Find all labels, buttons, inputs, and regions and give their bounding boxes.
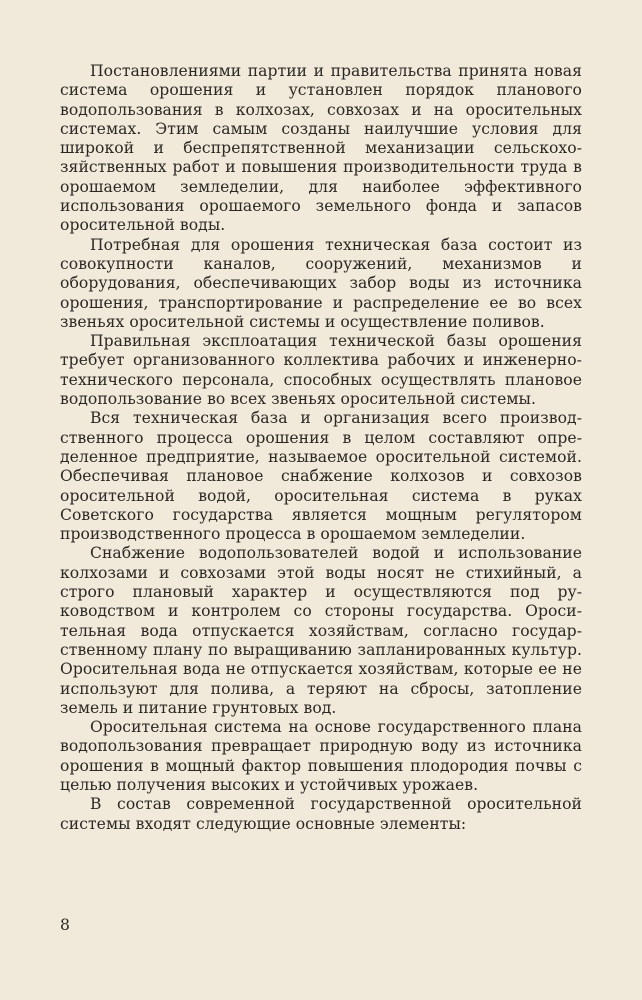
paragraph-5: Снабжение водопользователей водой и использование колхозами и совхозами этой воды носят не стихийный, а строго плановый характер и осуществляются под руководством и контролем со стороны государства. Оросительная вода отпускается хозяйствам, согласно государственному плану по выращиванию запланированных культур. Оросительная вода не отпускается хозяйствам, которые ее не используют для полива, а теряют на сбросы, затопление земель и питание грунтовых вод. [60,544,582,717]
paragraph-6: Оросительная система на основе государственного плана водопользования превращает природную воду из источника орошения в мощный фактор повышения плодородия почвы с целью получения высоких и устойчивых урожаев. [60,718,582,794]
paragraph-7: В состав современной государственной оросительной системы входят следующие основные элементы: [60,795,582,833]
paragraph-4: Вся техническая база и организация всего производственного процесса орошения в целом составляют определенное предприятие, называемое оросительной системой. Обеспечивая плановое снабжение колхозов и совхозов оросительной водой, оросительная система в руках Советского государства является мощным регулятором производственного процесса в орошаемом земледелии. [60,409,582,544]
page-number: 8 [60,916,70,934]
paragraph-2: Потребная для орошения техническая база состоит из совокупности каналов, сооружений, механизмов и оборудования, обеспечивающих забор воды из источника орошения, транспортирование и распределение ее во всех звеньях оросительной системы и осуществление поливов. [60,235,582,331]
paragraph-1: Постановлениями партии и правительства принята новая система орошения и установлен порядок планового водопользования в колхозах, совхозах и на оросительных системах. Этим самым созданы наилучшие условия для широкой и беспрепятственной механизации сельскохозяйственных работ и повышения производительности труда в орошаемом земледелии, для наиболее эффективного использования орошаемого земельного фонда и запасов оросительной воды. [60,62,582,235]
paragraph-3: Правильная эксплоатация технической базы орошения требует организованного коллектива рабочих и инженерно-технического персонала, способных осуществлять плановое водопользование во всех звеньях оросительной системы. [60,332,582,409]
body-text [60,62,582,834]
